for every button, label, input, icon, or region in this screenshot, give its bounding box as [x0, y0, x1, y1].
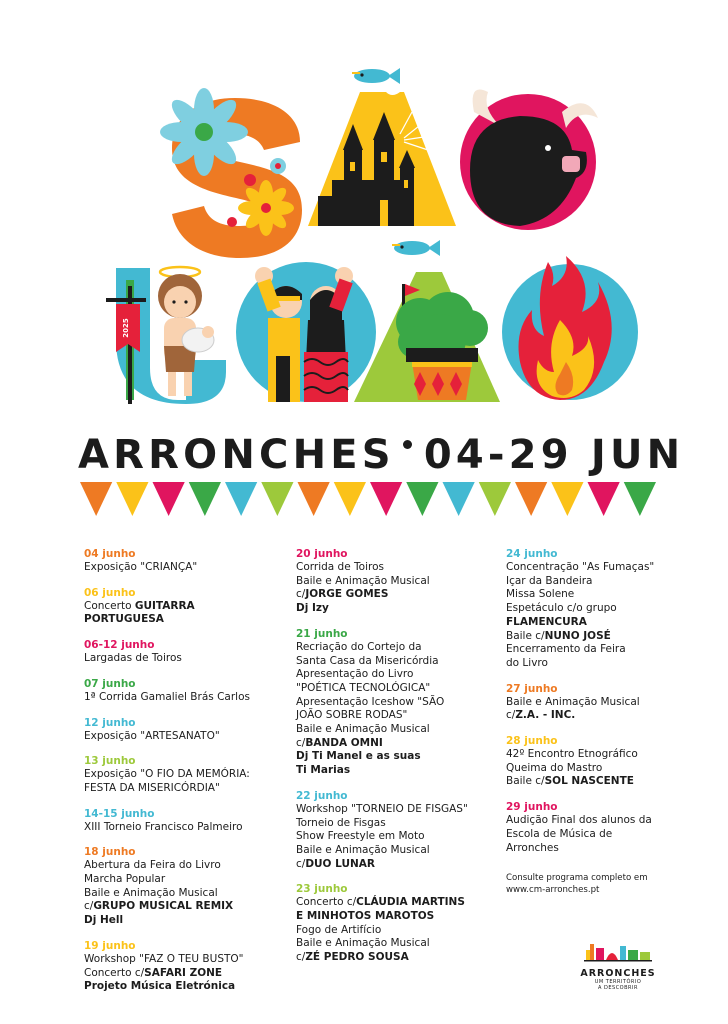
logo-tagline-2: A DESCOBRIR	[598, 985, 638, 991]
event-text: Baile e Animação Musical	[296, 723, 430, 736]
event-line	[296, 641, 488, 655]
bunting-flag	[80, 482, 112, 516]
event-line	[506, 842, 666, 856]
event-text: Workshop "FAZ O TEU BUSTO"	[84, 952, 244, 965]
logo-tagline-1: UM TERRITÓRIO	[594, 979, 642, 985]
event-line	[296, 896, 488, 910]
event-line	[296, 844, 488, 858]
event-line	[296, 750, 488, 764]
programme-event	[84, 548, 274, 575]
note-website[interactable]: www.cm-arronches.pt	[506, 884, 600, 895]
event-date: 18 junho	[84, 846, 136, 859]
programme-event	[84, 678, 274, 705]
event-line	[506, 602, 666, 616]
event-text: Içar da Bandeira	[506, 574, 593, 587]
event-line	[506, 630, 666, 644]
bunting-flag	[406, 482, 438, 516]
event-text: Baile e Animação Musical	[296, 937, 430, 950]
bunting-flag	[515, 482, 547, 516]
event-text: Encerramento da Feira	[506, 643, 626, 656]
event-line	[296, 668, 488, 682]
event-line	[296, 737, 488, 751]
event-date: 04 junho	[84, 548, 136, 560]
event-line	[296, 575, 488, 589]
event-line	[506, 561, 666, 575]
event-highlight: Projeto Música Eletrónica	[84, 980, 236, 993]
bunting-flag	[153, 482, 185, 516]
bunting-flag	[479, 482, 511, 516]
event-text: c/	[296, 857, 306, 870]
bunting-flag	[334, 482, 366, 516]
event-text: XIII Torneio Francisco Palmeiro	[84, 820, 243, 833]
programme-event	[296, 628, 488, 778]
letter-o	[460, 90, 598, 231]
letter-o-2	[236, 262, 376, 402]
website-note	[506, 873, 666, 896]
event-highlight: Z.A. - INC.	[515, 709, 576, 722]
event-line	[296, 830, 488, 844]
bunting-flag	[588, 482, 620, 516]
letter-a-2	[354, 240, 500, 402]
event-line	[84, 691, 274, 705]
event-text: Espetáculo c/o grupo	[506, 602, 617, 615]
headline-dates: 04-29 JUN	[423, 432, 685, 478]
event-line	[506, 709, 666, 723]
event-line	[506, 696, 666, 710]
flower-icon	[160, 88, 248, 176]
event-text: Baile e Animação Musical	[84, 886, 218, 899]
event-text: Largadas de Toiros	[84, 652, 182, 665]
bunting-flag	[116, 482, 148, 516]
event-line	[506, 775, 666, 789]
event-highlight: ZÉ PEDRO SOUSA	[305, 951, 409, 964]
bunting-flag	[551, 482, 583, 516]
programme-event	[84, 587, 274, 627]
event-line	[296, 910, 488, 924]
event-highlight: Ti Marias	[296, 764, 351, 777]
programme-event	[506, 801, 666, 855]
event-line	[84, 967, 274, 981]
event-date: 19 junho	[84, 939, 136, 952]
bunting-flags	[78, 480, 658, 520]
event-text: Marcha Popular	[84, 873, 166, 886]
letter-a	[308, 68, 456, 226]
event-line	[84, 953, 274, 967]
event-highlight: BANDA OMNI	[305, 736, 383, 749]
event-text: c/	[506, 709, 516, 722]
event-text: Torneio de Fisgas	[296, 816, 386, 829]
event-line	[296, 764, 488, 778]
event-text: Concerto c/	[296, 896, 357, 909]
event-text: JOÃO SOBRE RODAS"	[296, 709, 408, 722]
event-text: Baile c/	[506, 775, 545, 788]
event-highlight: GUITARRA PORTUGUESA	[84, 599, 195, 626]
event-text: Workshop "TORNEIO DE FISGAS"	[296, 802, 468, 815]
programme-event	[84, 717, 274, 744]
logo-name: ARRONCHES	[580, 968, 656, 979]
event-text: Baile e Animação Musical	[506, 695, 640, 708]
programme-column-2	[296, 548, 488, 977]
event-date: 14-15 junho	[84, 807, 155, 820]
event-line	[84, 730, 274, 744]
event-line	[296, 858, 488, 872]
event-line	[84, 782, 274, 796]
event-text: Abertura da Feira do Livro	[84, 859, 221, 872]
bunting-flag	[624, 482, 656, 516]
event-text: Missa Solene	[506, 588, 575, 601]
event-line	[296, 655, 488, 669]
event-line	[296, 561, 488, 575]
event-line	[84, 821, 274, 835]
event-text: 42º Encontro Etnográfico	[506, 748, 638, 761]
event-text: Concerto	[84, 599, 135, 612]
event-text: Baile e Animação Musical	[296, 843, 430, 856]
headline	[78, 430, 685, 480]
bunting-flag	[225, 482, 257, 516]
event-line	[506, 588, 666, 602]
event-text: c/	[296, 951, 306, 964]
event-highlight: Dj Izy	[296, 602, 329, 615]
event-line	[296, 937, 488, 951]
letter-j	[106, 267, 226, 404]
event-text: Exposição "ARTESANATO"	[84, 729, 220, 742]
programme-event	[506, 735, 666, 789]
event-text: Apresentação Iceshow "SÃO	[296, 695, 445, 708]
event-text: Exposição "CRIANÇA"	[84, 561, 198, 573]
event-date: 29 junho	[506, 801, 558, 814]
event-highlight: SOL NASCENTE	[544, 775, 634, 788]
event-line	[84, 859, 274, 873]
bunting-flag	[298, 482, 330, 516]
event-line	[84, 768, 274, 782]
event-text: Recriação do Cortejo da	[296, 640, 422, 653]
event-line	[296, 682, 488, 696]
event-highlight: GRUPO MUSICAL REMIX	[93, 900, 234, 913]
event-text: c/	[296, 588, 306, 601]
event-text: Show Freestyle em Moto	[296, 830, 425, 843]
letter-s	[160, 88, 302, 258]
programme-column-3	[506, 548, 666, 896]
programme-event	[296, 548, 488, 616]
event-line	[506, 575, 666, 589]
event-line	[296, 588, 488, 602]
bunting-flag	[189, 482, 221, 516]
event-line	[506, 762, 666, 776]
event-text: Concerto c/	[84, 966, 145, 979]
programme-event	[296, 790, 488, 872]
event-highlight: NUNO JOSÉ	[544, 629, 611, 642]
event-highlight: DUO LUNAR	[305, 857, 375, 870]
event-line	[296, 709, 488, 723]
event-text: do Livro	[506, 656, 548, 669]
event-highlight: E MINHOTOS MAROTOS	[296, 910, 435, 923]
event-line	[84, 980, 274, 994]
programme-event	[84, 755, 274, 795]
headline-place: ARRONCHES	[78, 432, 395, 478]
bunting-flag	[443, 482, 475, 516]
event-line	[84, 873, 274, 887]
programme-event	[84, 808, 274, 835]
event-date: 20 junho	[296, 548, 348, 560]
event-text: Exposição "O FIO DA MEMÓRIA:	[84, 768, 250, 781]
event-text: Escola de Música de	[506, 827, 613, 840]
headline-dot	[403, 440, 412, 449]
event-line	[84, 652, 274, 666]
event-line	[296, 803, 488, 817]
event-date: 07 junho	[84, 677, 136, 690]
programme-event	[84, 846, 274, 928]
flag-year: 2025	[122, 318, 130, 338]
event-text: Baile e Animação Musical	[296, 574, 430, 587]
event-date: 13 junho	[84, 755, 136, 768]
event-text: Apresentação do Livro	[296, 668, 414, 681]
event-highlight: Dj Hell	[84, 914, 124, 927]
event-text: Fogo de Artifício	[296, 923, 382, 936]
event-text: 1ª Corrida Gamaliel Brás Carlos	[84, 690, 250, 703]
event-date: 27 junho	[506, 682, 558, 695]
event-line	[84, 900, 274, 914]
programme-event	[506, 548, 666, 671]
event-text: c/	[296, 736, 306, 749]
event-line	[296, 602, 488, 616]
event-line	[506, 828, 666, 842]
event-date: 28 junho	[506, 735, 558, 748]
event-highlight: JORGE GOMES	[305, 588, 389, 601]
event-line	[296, 723, 488, 737]
event-line	[296, 924, 488, 938]
event-line	[296, 696, 488, 710]
event-line	[506, 657, 666, 671]
logo-skyline-icon	[578, 940, 658, 962]
event-text: Concentração "As Fumaças"	[506, 561, 655, 573]
event-text: Santa Casa da Misericórdia	[296, 654, 439, 667]
event-date: 06-12 junho	[84, 639, 155, 652]
event-line	[506, 748, 666, 762]
event-text: Queima do Mastro	[506, 761, 603, 774]
event-text: "POÉTICA TECNOLÓGICA"	[296, 681, 431, 694]
event-line	[84, 600, 274, 627]
event-date: 24 junho	[506, 548, 558, 560]
fish-icon	[352, 68, 400, 84]
programme-column-1	[84, 548, 274, 1006]
event-date: 22 junho	[296, 789, 348, 802]
event-text: Corrida de Toiros	[296, 561, 384, 573]
arronches-logo	[578, 940, 658, 991]
event-date: 23 junho	[296, 883, 348, 896]
event-text: Baile c/	[506, 629, 545, 642]
event-line	[84, 887, 274, 901]
note-line-1: Consulte programa completo em	[506, 873, 648, 884]
event-highlight: SAFARI ZONE	[144, 966, 223, 979]
letter-o-3	[502, 256, 638, 400]
event-line	[296, 951, 488, 965]
event-date: 12 junho	[84, 716, 136, 729]
event-line	[506, 814, 666, 828]
fish-icon-2	[392, 240, 440, 256]
event-text: Arronches	[506, 841, 559, 854]
event-line	[296, 817, 488, 831]
event-date: 06 junho	[84, 586, 136, 599]
bunting-flag	[370, 482, 402, 516]
event-text: Audição Final dos alunos da	[506, 814, 652, 827]
event-highlight: FLAMENCURA	[506, 615, 587, 628]
bunting-flag	[261, 482, 293, 516]
programme-event	[84, 639, 274, 666]
event-text: FESTA DA MISERICÓRDIA"	[84, 781, 220, 794]
event-line	[506, 616, 666, 630]
event-highlight: Dj Ti Manel e as suas	[296, 750, 421, 763]
event-line	[506, 643, 666, 657]
programme-event	[506, 683, 666, 723]
event-date: 21 junho	[296, 627, 348, 640]
programme-event	[84, 940, 274, 994]
event-line	[84, 561, 274, 575]
programme-event	[296, 883, 488, 965]
event-highlight: CLÁUDIA MARTINS	[356, 896, 465, 909]
sao-joao-illustration	[0, 0, 728, 420]
event-line	[84, 914, 274, 928]
event-text: c/	[84, 900, 94, 913]
